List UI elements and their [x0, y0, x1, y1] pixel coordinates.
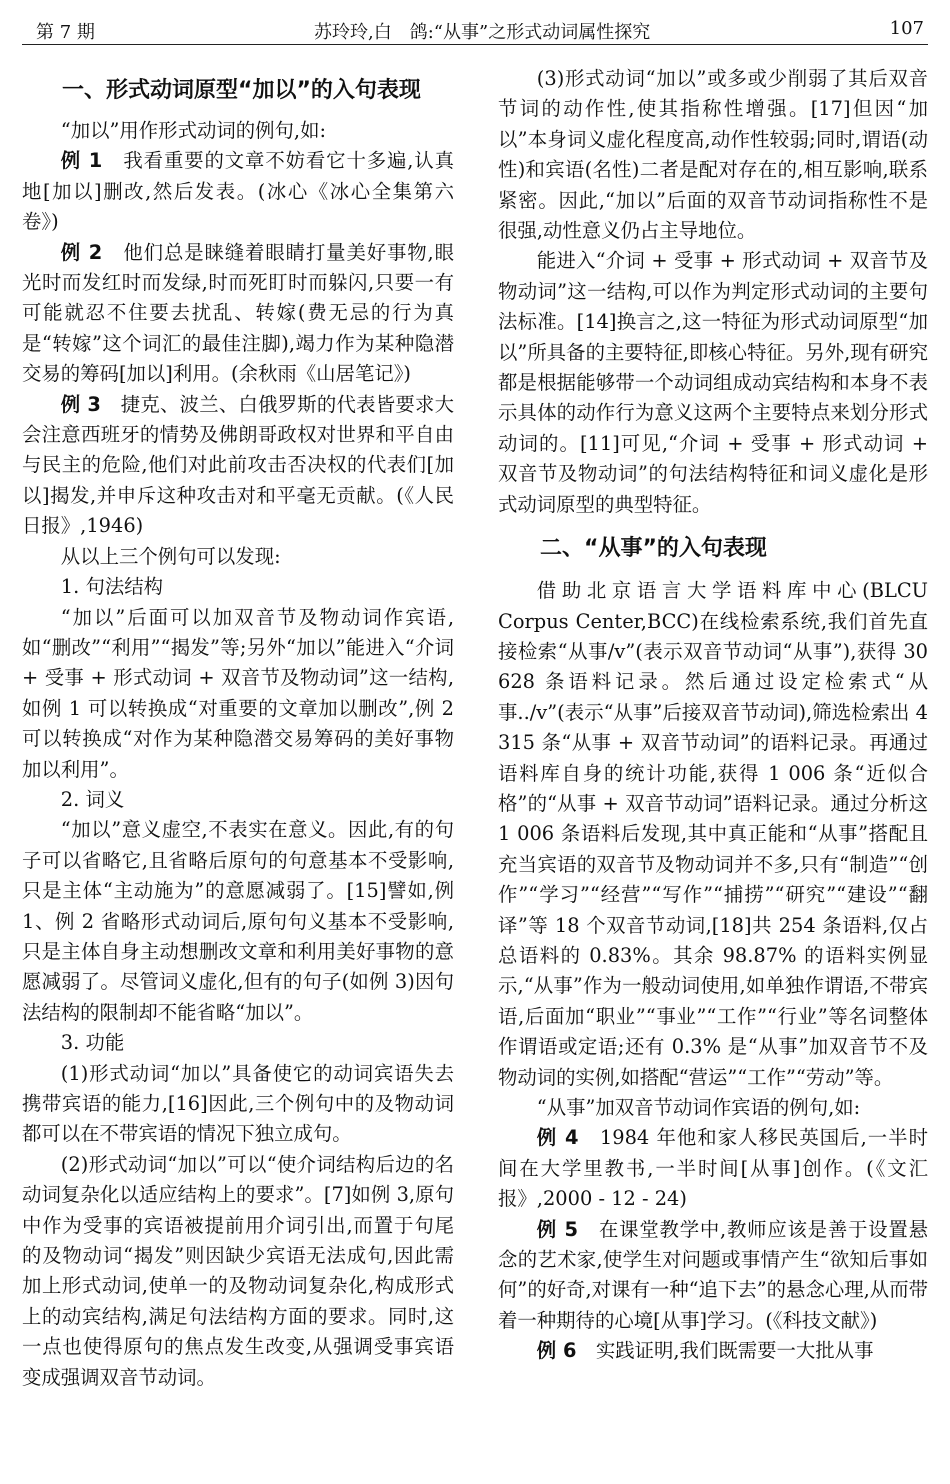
- example-2: [22, 238, 454, 390]
- example-label: 例 2: [60, 240, 103, 264]
- example-label: 例 5: [536, 1217, 579, 1241]
- example-label: 例 1: [60, 149, 103, 173]
- example-1: [22, 146, 454, 237]
- example-text: 我看重要的文章不妨看它十多遍,认真地[加以]删改,然后发表。(冰心《冰心全集第六卷》): [22, 149, 454, 234]
- page-number: 107: [889, 18, 924, 39]
- example-6: [498, 1336, 928, 1366]
- example-4: [498, 1123, 928, 1214]
- paragraph: (2)形式动词“加以”可以“使介词结构后边的名动词复杂化以适应结构上的要求”。[7]如例 3,原句中作为受事的宾语被提前用介词引出,而置于句尾的及物动词“揭发”则因缺少宾语无法成句,因此需加上形式动词,使单一的及物动词复杂化,构成形式上的动宾结构,满足句法结构方面的要求。同时,这一点也使得原句的焦点发生改变,从强调受事宾语变成强调双音节动词。: [22, 1152, 454, 1389]
- paragraph: 能进入“介词 + 受事 + 形式动词 + 双音节及物动词”这一结构,可以作为判定形式动词的主要句法标准。[14]换言之,这一特征为形式动词原型“加以”所具备的主要特征,即核心特征。另外,现有研究都是根据能够带一个动词组成动宾结构和本身不表示具体的动作行为意义这两个主要特点来划分形式动词的。[11]可见,“介词 + 受事 + 形式动词 + 双音节及物动词”的句法结构特征和词义虚化是形式动词原型的典型特征。: [498, 249, 928, 516]
- paragraph: 从以上三个例句可以发现:: [60, 544, 281, 568]
- example-text: 在课堂教学中,教师应该是善于设置悬念的艺术家,使学生对问题或事情产生“欲知后事如何”的好奇,对课有一种“追下去”的悬念心理,从而带着一种期待的心境[从事]学习。(《科技文献》): [498, 1217, 928, 1332]
- section-heading-2: 二、“从事”的入句表现: [540, 536, 767, 562]
- example-label: 例 3: [60, 392, 101, 416]
- paragraph: “加以”用作形式动词的例句,如:: [60, 119, 327, 142]
- paragraph: “从事”加双音节动词作宾语的例句,如:: [536, 1096, 861, 1119]
- example-label: 例 6: [536, 1339, 577, 1363]
- example-3: [22, 390, 454, 542]
- paragraph: (3)形式动词“加以”或多或少削弱了其后双音节词的动作性,使其指称性增强。[17]但因“加以”本身词义虚化程度高,动作性较弱;同时,谓语(动性)和宾语(名性)二者是配对存在的,相互影响,联系紧密。因此,“加以”后面的双音节动词指称性不是很强,动性意义仍占主导地位。: [498, 67, 928, 243]
- example-text: 他们总是睐缝着眼睛打量美好事物,眼光时而发红时而发绿,时而死盯时而躲闪,只要一有可能就忍不住要去扰乱、转嫁(费无忌的行为真是“转嫁”这个词汇的最佳注脚),竭力作为某种隐潜交易的筹码[加以]利用。(余秋雨《山居笔记》): [22, 240, 454, 386]
- example-label: 例 4: [536, 1126, 579, 1150]
- subheading-meaning: 2. 词义: [60, 787, 125, 811]
- paragraph: (1)形式动词“加以”具备使它的动词宾语失去携带宾语的能力,[16]因此,三个例句中的及物动词都可以在不带宾语的情况下独立成句。: [22, 1061, 454, 1146]
- example-text: 实践证明,我们既需要一大批从事: [576, 1339, 874, 1363]
- article-title: 苏玲玲,白 鸽:“从事”之形式动词属性探究: [314, 22, 651, 43]
- subheading-syntax: 1. 句法结构: [60, 575, 164, 599]
- subheading-function: 3. 功能: [60, 1031, 125, 1055]
- paragraph: “加以”意义虚空,不表实在意义。因此,有的句子可以省略它,且省略后原句的句意基本不受影响,只是主体“主动施为”的意愿减弱了。[15]譬如,例 1、例 2 省略形式动词后,原句句义基本不受影响,只是主体自身主动想删改文章和利用美好事物的意愿减弱了。尽管词义虚化,但有的句子(如例 3)因句法结构的限制却不能省略“加以”。: [22, 818, 454, 1024]
- paragraph: 借助北京语言大学语料库中心(BLCU Corpus Center,BCC)在线检索系统,我们首先直接检索“从事/v”(表示双音节动词“从事”),获得 30 628 条语料记录。然后通过设定检索式“从事../v”(表示“从事”后接双音节动词),筛选检索出 4 315 条“从事 + 双音节动词”的语料记录。再通过语料库自身的统计功能,获得 1 006 条“近似合格”的“从事 + 双音节动词”语料记录。通过分析这 1 006 条语料后发现,其中真正能和“从事”搭配且充当宾语的双音节及物动词并不多,只有“制造”“创作”“学习”“经营”“写作”“捕捞”“研究”“建设”“翻译”等 18 个双音节动词,[18]共 254 条语料,仅占总语料的 0.83%。其余 98.87% 的语料实例显示,“从事”作为一般动词使用,如单独作谓语,不带宾语,后面加“职业”“事业”“工作”“行业”等名词整体作谓语或定语;还有 0.3% 是“从事”加双音节不及物动词的实例,如搭配“营运”“工作”“劳动”等。: [498, 579, 928, 1089]
- right-column: [498, 64, 928, 1367]
- issue-number: 第 7 期: [36, 22, 95, 43]
- example-text: 捷克、波兰、白俄罗斯的代表皆要求大会注意西班牙的情势及佛朗哥政权对世界和平自由与民主的危险,他们对此前攻击否决权的代表们[加以]揭发,并申斥这种攻击对和平毫无贡献。(《人民日报》,1946): [22, 392, 454, 538]
- paragraph: “加以”后面可以加双音节及物动词作宾语,如“删改”“利用”“揭发”等;另外“加以”能进入“介词 + 受事 + 形式动词 + 双音节及物动词”这一结构,如例 1 可以转换成“对重要的文章加以删改”,例 2 可以转换成“对作为某种隐潜交易筹码的美好事物加以利用”。: [22, 605, 454, 781]
- example-text: 1984 年他和家人移民英国后,一半时间在大学里教书,一半时间[从事]创作。(《文汇报》,2000 - 12 - 24): [498, 1126, 928, 1211]
- example-5: [498, 1215, 928, 1337]
- running-header: [22, 10, 928, 45]
- left-column: [22, 64, 454, 1393]
- section-heading-1: 一、形式动词原型“加以”的入句表现: [62, 78, 421, 103]
